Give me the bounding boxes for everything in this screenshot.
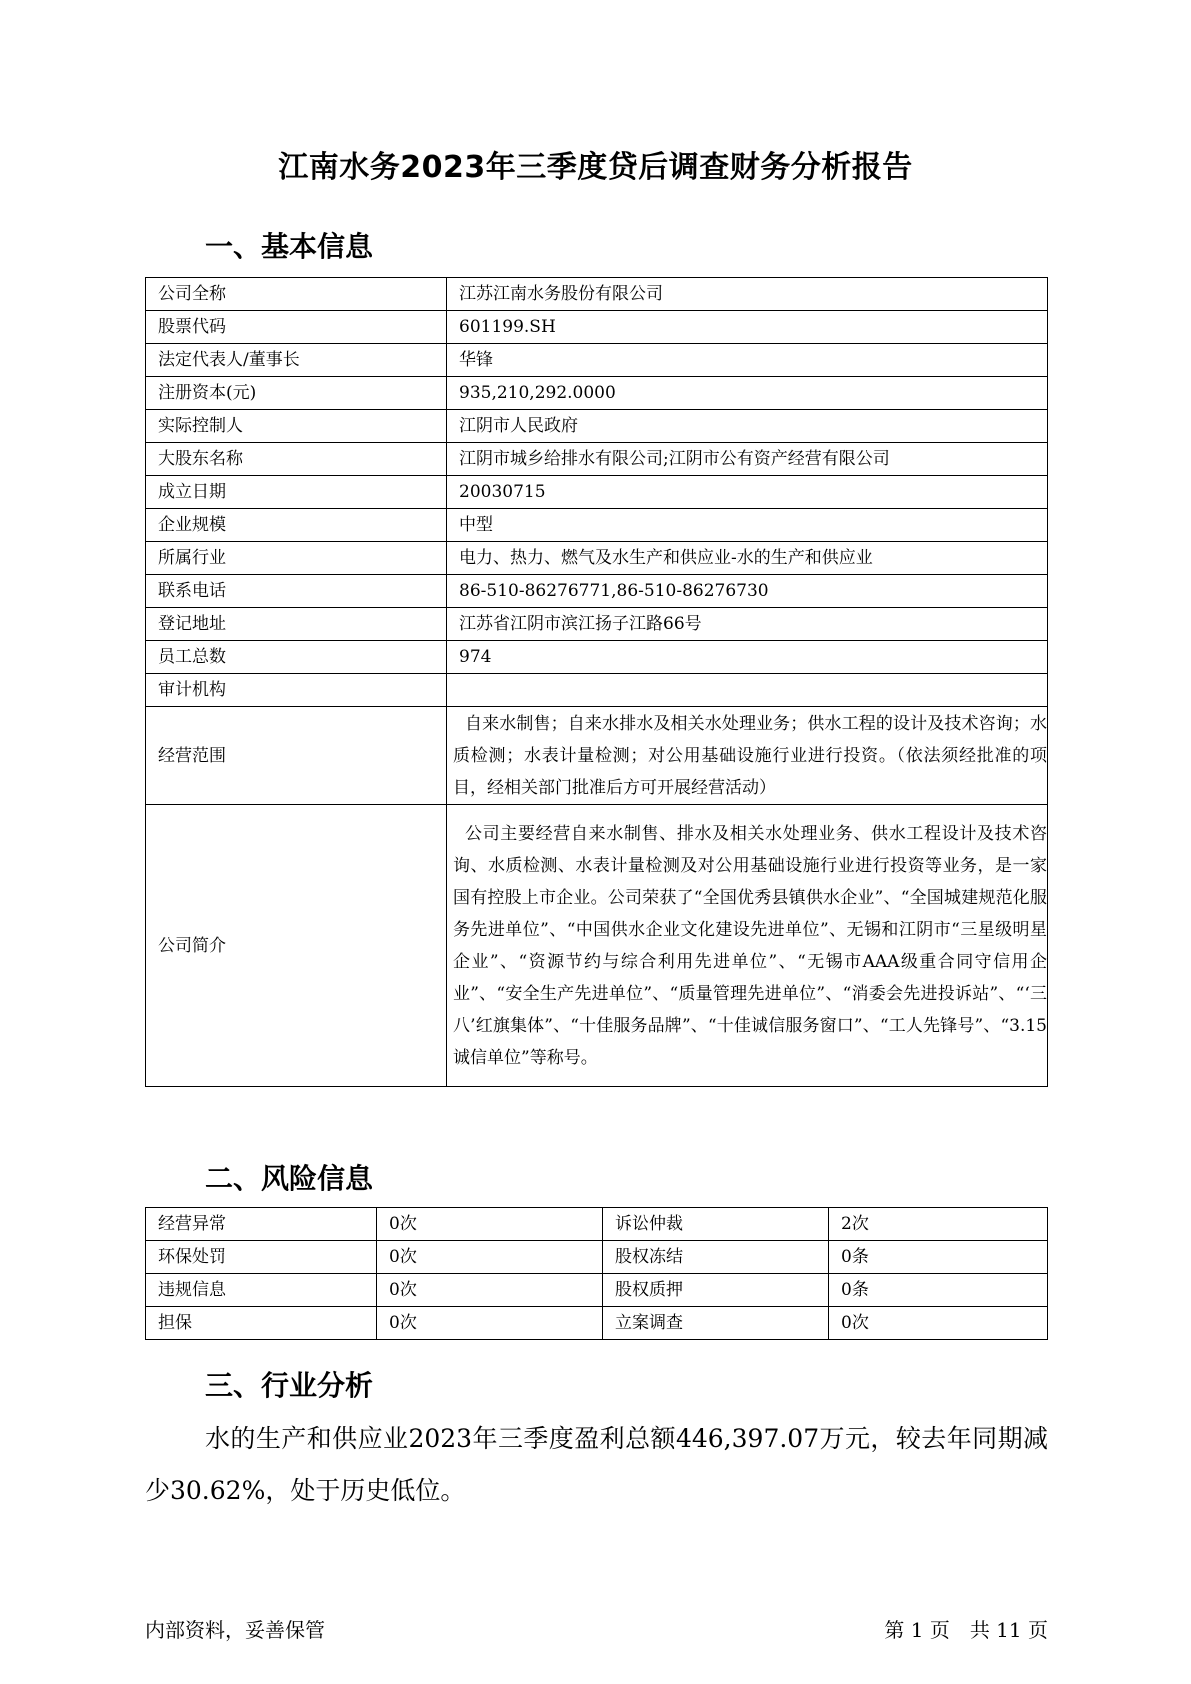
risk-value: 0次 — [377, 1274, 603, 1307]
field-label: 实际控制人 — [146, 410, 447, 443]
field-label: 成立日期 — [146, 476, 447, 509]
section-heading-industry: 三、行业分析 — [205, 1369, 374, 1402]
risk-value: 0条 — [829, 1241, 1048, 1274]
field-value: 江阴市人民政府 — [447, 410, 1048, 443]
field-value: 935,210,292.0000 — [447, 377, 1048, 410]
risk-label: 担保 — [146, 1307, 377, 1340]
field-label: 经营范围 — [146, 707, 447, 805]
field-label: 大股东名称 — [146, 443, 447, 476]
table-row — [146, 443, 1048, 476]
section-heading-risk: 二、风险信息 — [205, 1162, 374, 1195]
field-value: 601199.SH — [447, 311, 1048, 344]
field-label: 公司全称 — [146, 278, 447, 311]
risk-value: 0次 — [377, 1241, 603, 1274]
basic-info-table — [145, 277, 1048, 1087]
risk-label: 诉讼仲裁 — [603, 1208, 829, 1241]
risk-label: 股权冻结 — [603, 1241, 829, 1274]
field-value: 江苏江南水务股份有限公司 — [447, 278, 1048, 311]
table-row — [146, 575, 1048, 608]
business-scope-value: 自来水制售；自来水排水及相关水处理业务；供水工程的设计及技术咨询；水质检测；水表计量检测；对公用基础设施行业进行投资。（依法须经批准的项目，经相关部门批准后方可开展经营活动） — [447, 707, 1048, 805]
company-profile-value: 公司主要经营自来水制售、排水及相关水处理业务、供水工程设计及技术咨询、水质检测、水表计量检测及对公用基础设施行业进行投资等业务，是一家国有控股上市企业。公司荣获了“全国优秀县镇供水企业”、“全国城建规范化服务先进单位”、“中国供水企业文化建设先进单位”、无锡和江阴市“三星级明星企业”、“资源节约与综合利用先进单位”、“无锡市AAA级重合同守信用企业”、“安全生产先进单位”、“质量管理先进单位”、“消委会先进投诉站”、“‘三八’红旗集体”、“十佳服务品牌”、“十佳诚信服务窗口”、“工人先锋号”、“3.15诚信单位”等称号。 — [447, 805, 1048, 1087]
field-value: 20030715 — [447, 476, 1048, 509]
industry-analysis-text: 水的生产和供应业2023年三季度盈利总额446,397.07万元，较去年同期减少30.62%，处于历史低位。 — [145, 1424, 1048, 1505]
footer-confidential-note: 内部资料，妥善保管 — [145, 1618, 325, 1642]
field-label: 登记地址 — [146, 608, 447, 641]
field-value: 974 — [447, 641, 1048, 674]
field-label: 审计机构 — [146, 674, 447, 707]
field-label: 企业规模 — [146, 509, 447, 542]
table-row — [146, 311, 1048, 344]
table-row — [146, 1274, 1048, 1307]
risk-value: 2次 — [829, 1208, 1048, 1241]
field-label: 股票代码 — [146, 311, 447, 344]
table-row — [146, 641, 1048, 674]
table-row-business-scope — [146, 707, 1048, 805]
field-label: 公司简介 — [146, 805, 447, 1087]
table-row — [146, 278, 1048, 311]
report-title: 江南水务2023年三季度贷后调查财务分析报告 — [278, 150, 913, 185]
table-row — [146, 476, 1048, 509]
table-row — [146, 608, 1048, 641]
risk-info-table — [145, 1207, 1048, 1340]
risk-label: 股权质押 — [603, 1274, 829, 1307]
section-heading-basic: 一、基本信息 — [205, 230, 374, 263]
risk-label: 经营异常 — [146, 1208, 377, 1241]
field-label: 注册资本(元) — [146, 377, 447, 410]
field-value: 电力、热力、燃气及水生产和供应业-水的生产和供应业 — [447, 542, 1048, 575]
table-row — [146, 1208, 1048, 1241]
field-value: 江苏省江阴市滨江扬子江路66号 — [447, 608, 1048, 641]
table-row-company-profile — [146, 805, 1048, 1087]
field-label: 法定代表人/董事长 — [146, 344, 447, 377]
field-label: 员工总数 — [146, 641, 447, 674]
risk-value: 0次 — [829, 1307, 1048, 1340]
table-row — [146, 1241, 1048, 1274]
field-value: 华锋 — [447, 344, 1048, 377]
field-label: 所属行业 — [146, 542, 447, 575]
risk-value: 0次 — [377, 1307, 603, 1340]
field-value: 江阴市城乡给排水有限公司;江阴市公有资产经营有限公司 — [447, 443, 1048, 476]
table-row — [146, 377, 1048, 410]
risk-value: 0条 — [829, 1274, 1048, 1307]
risk-label: 立案调查 — [603, 1307, 829, 1340]
field-value: 中型 — [447, 509, 1048, 542]
table-row — [146, 542, 1048, 575]
risk-label: 环保处罚 — [146, 1241, 377, 1274]
table-row — [146, 410, 1048, 443]
field-value — [447, 674, 1048, 707]
table-row — [146, 509, 1048, 542]
table-row — [146, 344, 1048, 377]
risk-label: 违规信息 — [146, 1274, 377, 1307]
risk-value: 0次 — [377, 1208, 603, 1241]
table-row — [146, 674, 1048, 707]
field-label: 联系电话 — [146, 575, 447, 608]
table-row — [146, 1307, 1048, 1340]
footer-page-number: 第 1 页 共 11 页 — [884, 1618, 1048, 1642]
field-value: 86-510-86276771,86-510-86276730 — [447, 575, 1048, 608]
